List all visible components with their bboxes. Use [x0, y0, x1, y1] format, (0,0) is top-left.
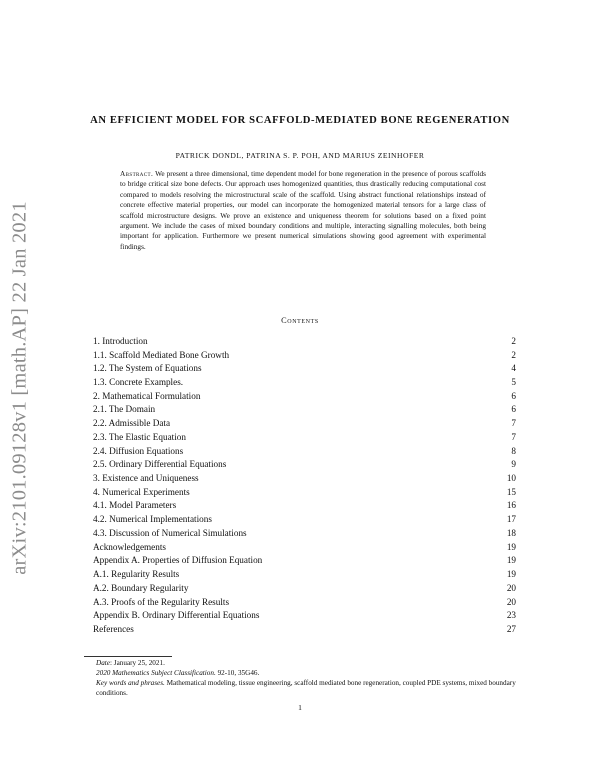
footnote-msc-label: 2020 Mathematics Subject Classification.	[96, 668, 216, 677]
toc-entry-page: 19	[506, 541, 516, 552]
toc-entry-page: 6	[511, 404, 516, 415]
footnote-date	[84, 659, 516, 669]
toc-entry[interactable]	[93, 416, 516, 430]
toc-entry-page: 4	[511, 363, 516, 374]
toc-entry-page: 15	[506, 486, 516, 497]
toc-entry[interactable]	[93, 334, 516, 348]
toc-entry-page: 19	[506, 569, 516, 580]
arxiv-identifier-text: arXiv:2101.09128v1 [math.AP] 22 Jan 2021	[8, 201, 31, 575]
toc-entry-label: 1. Introduction	[93, 335, 148, 346]
toc-entry-label: 2.2. Admissible Data	[93, 418, 171, 429]
footnote-keywords-value: Mathematical modeling, tissue engineering, scaffold mediated bone regeneration, coupled PDE systems, mixed boundary conditions.	[96, 678, 516, 697]
toc-entry-label: 2.4. Diffusion Equations	[93, 445, 184, 456]
toc-entry-page: 10	[506, 473, 516, 484]
toc-entry-label: 1.3. Concrete Examples.	[93, 377, 184, 388]
footnote-msc	[84, 669, 516, 679]
page-number: 1	[298, 703, 302, 712]
toc-entry[interactable]	[93, 581, 516, 595]
toc-entry[interactable]	[93, 444, 516, 458]
toc-entry-page: 7	[511, 431, 516, 442]
footnote-keywords-label: Key words and phrases.	[96, 678, 165, 687]
footnote-rule	[84, 656, 172, 657]
toc-entry-page: 6	[511, 390, 516, 401]
toc-entry-label: 3. Existence and Uniqueness	[93, 473, 199, 484]
toc-entry-label: Appendix B. Ordinary Differential Equations	[93, 610, 260, 621]
toc-entry-page: 27	[506, 623, 516, 634]
toc-entry[interactable]	[93, 526, 516, 540]
toc-entry-label: 4. Numerical Experiments	[93, 486, 190, 497]
toc-entry[interactable]	[93, 457, 516, 471]
footnote-keywords	[84, 679, 516, 699]
toc-entry[interactable]	[93, 608, 516, 622]
abstract-label: Abstract.	[120, 169, 154, 178]
toc-entry[interactable]	[93, 512, 516, 526]
arxiv-identifier-stamp	[2, 193, 38, 583]
toc-entry-label: 4.2. Numerical Implementations	[93, 514, 212, 525]
toc-entry[interactable]	[93, 499, 516, 513]
toc-entry-label: 1.2. The System of Equations	[93, 363, 202, 374]
toc-entry-label: 2.3. The Elastic Equation	[93, 431, 186, 442]
toc-entry[interactable]	[93, 375, 516, 389]
toc-entry[interactable]	[93, 540, 516, 554]
toc-entry[interactable]	[93, 595, 516, 609]
toc-entry-label: A.3. Proofs of the Regularity Results	[93, 596, 230, 607]
toc-entry-label: Appendix A. Properties of Diffusion Equation	[93, 555, 263, 566]
toc-entry-label: 2. Mathematical Formulation	[93, 390, 201, 401]
abstract	[120, 169, 486, 252]
toc-entry-label: 4.3. Discussion of Numerical Simulations	[93, 527, 247, 538]
toc-entry-label: 2.1. The Domain	[93, 404, 156, 415]
footnote-date-value: : January 25, 2021.	[109, 659, 165, 667]
toc-entry-label: Acknowledgements	[93, 541, 166, 552]
toc-entry-page: 20	[506, 582, 516, 593]
toc-entry-page: 18	[506, 527, 516, 538]
toc-entry[interactable]	[93, 348, 516, 362]
footnote-date-label: Date	[96, 659, 110, 667]
toc-entry-page: 19	[506, 555, 516, 566]
toc-entry-page: 23	[506, 610, 516, 621]
toc-entry[interactable]	[93, 471, 516, 485]
footnotes	[84, 659, 516, 699]
toc-entry-page: 2	[511, 349, 516, 360]
toc-entry-page: 20	[506, 596, 516, 607]
toc-entry-page: 9	[511, 459, 516, 470]
toc-entry-page: 7	[511, 418, 516, 429]
toc-entry[interactable]	[93, 389, 516, 403]
toc-entry[interactable]	[93, 554, 516, 568]
footnote-msc-value: 92-10, 35G46.	[215, 668, 260, 677]
toc-entry-page: 5	[511, 377, 516, 388]
toc-entry-page: 2	[511, 335, 516, 346]
toc-entry-label: A.2. Boundary Regularity	[93, 582, 189, 593]
toc-entry[interactable]	[93, 622, 516, 636]
toc-entry[interactable]	[93, 430, 516, 444]
toc-entry[interactable]	[93, 485, 516, 499]
paper-authors: PATRICK DONDL, PATRINA S. P. POH, AND MARIUS ZEINHOFER	[175, 151, 425, 160]
toc-entry-label: References	[93, 623, 134, 634]
toc-entry-label: 2.5. Ordinary Differential Equations	[93, 459, 227, 470]
paper-title: AN EFFICIENT MODEL FOR SCAFFOLD-MEDIATED BONE REGENERATION	[90, 115, 510, 126]
contents-heading: Contents	[281, 316, 319, 325]
toc-entry[interactable]	[93, 361, 516, 375]
toc-entry-label: A.1. Regularity Results	[93, 569, 180, 580]
abstract-text: We present a three dimensional, time dependent model for bone regeneration in the presence of porous scaffolds to bridge critical size bone defects. Our approach uses homogenized quantities, thus drastically reducing computational cost compared to models resolving the microstructural scale of the scaffold. Using abstract functional relationships instead of concrete effective material properties, our model can incorporate the homogenized material tensors for a large class of scaffold microstructure designs. We prove an existence and uniqueness theorem for solutions based on a fixed point argument. We include the cases of mixed boundary conditions and multiple, interacting signalling molecules, both being important for application. Furthermore we present numerical simulations showing good agreement with experimental findings.	[120, 169, 486, 251]
toc-entry-page: 8	[511, 445, 516, 456]
toc-entry[interactable]	[93, 403, 516, 417]
toc-entry-label: 4.1. Model Parameters	[93, 500, 177, 511]
toc-entry-label: 1.1. Scaffold Mediated Bone Growth	[93, 349, 230, 360]
toc-entry-page: 16	[506, 500, 516, 511]
toc-entry[interactable]	[93, 567, 516, 581]
table-of-contents	[93, 334, 516, 636]
toc-entry-page: 17	[506, 514, 516, 525]
